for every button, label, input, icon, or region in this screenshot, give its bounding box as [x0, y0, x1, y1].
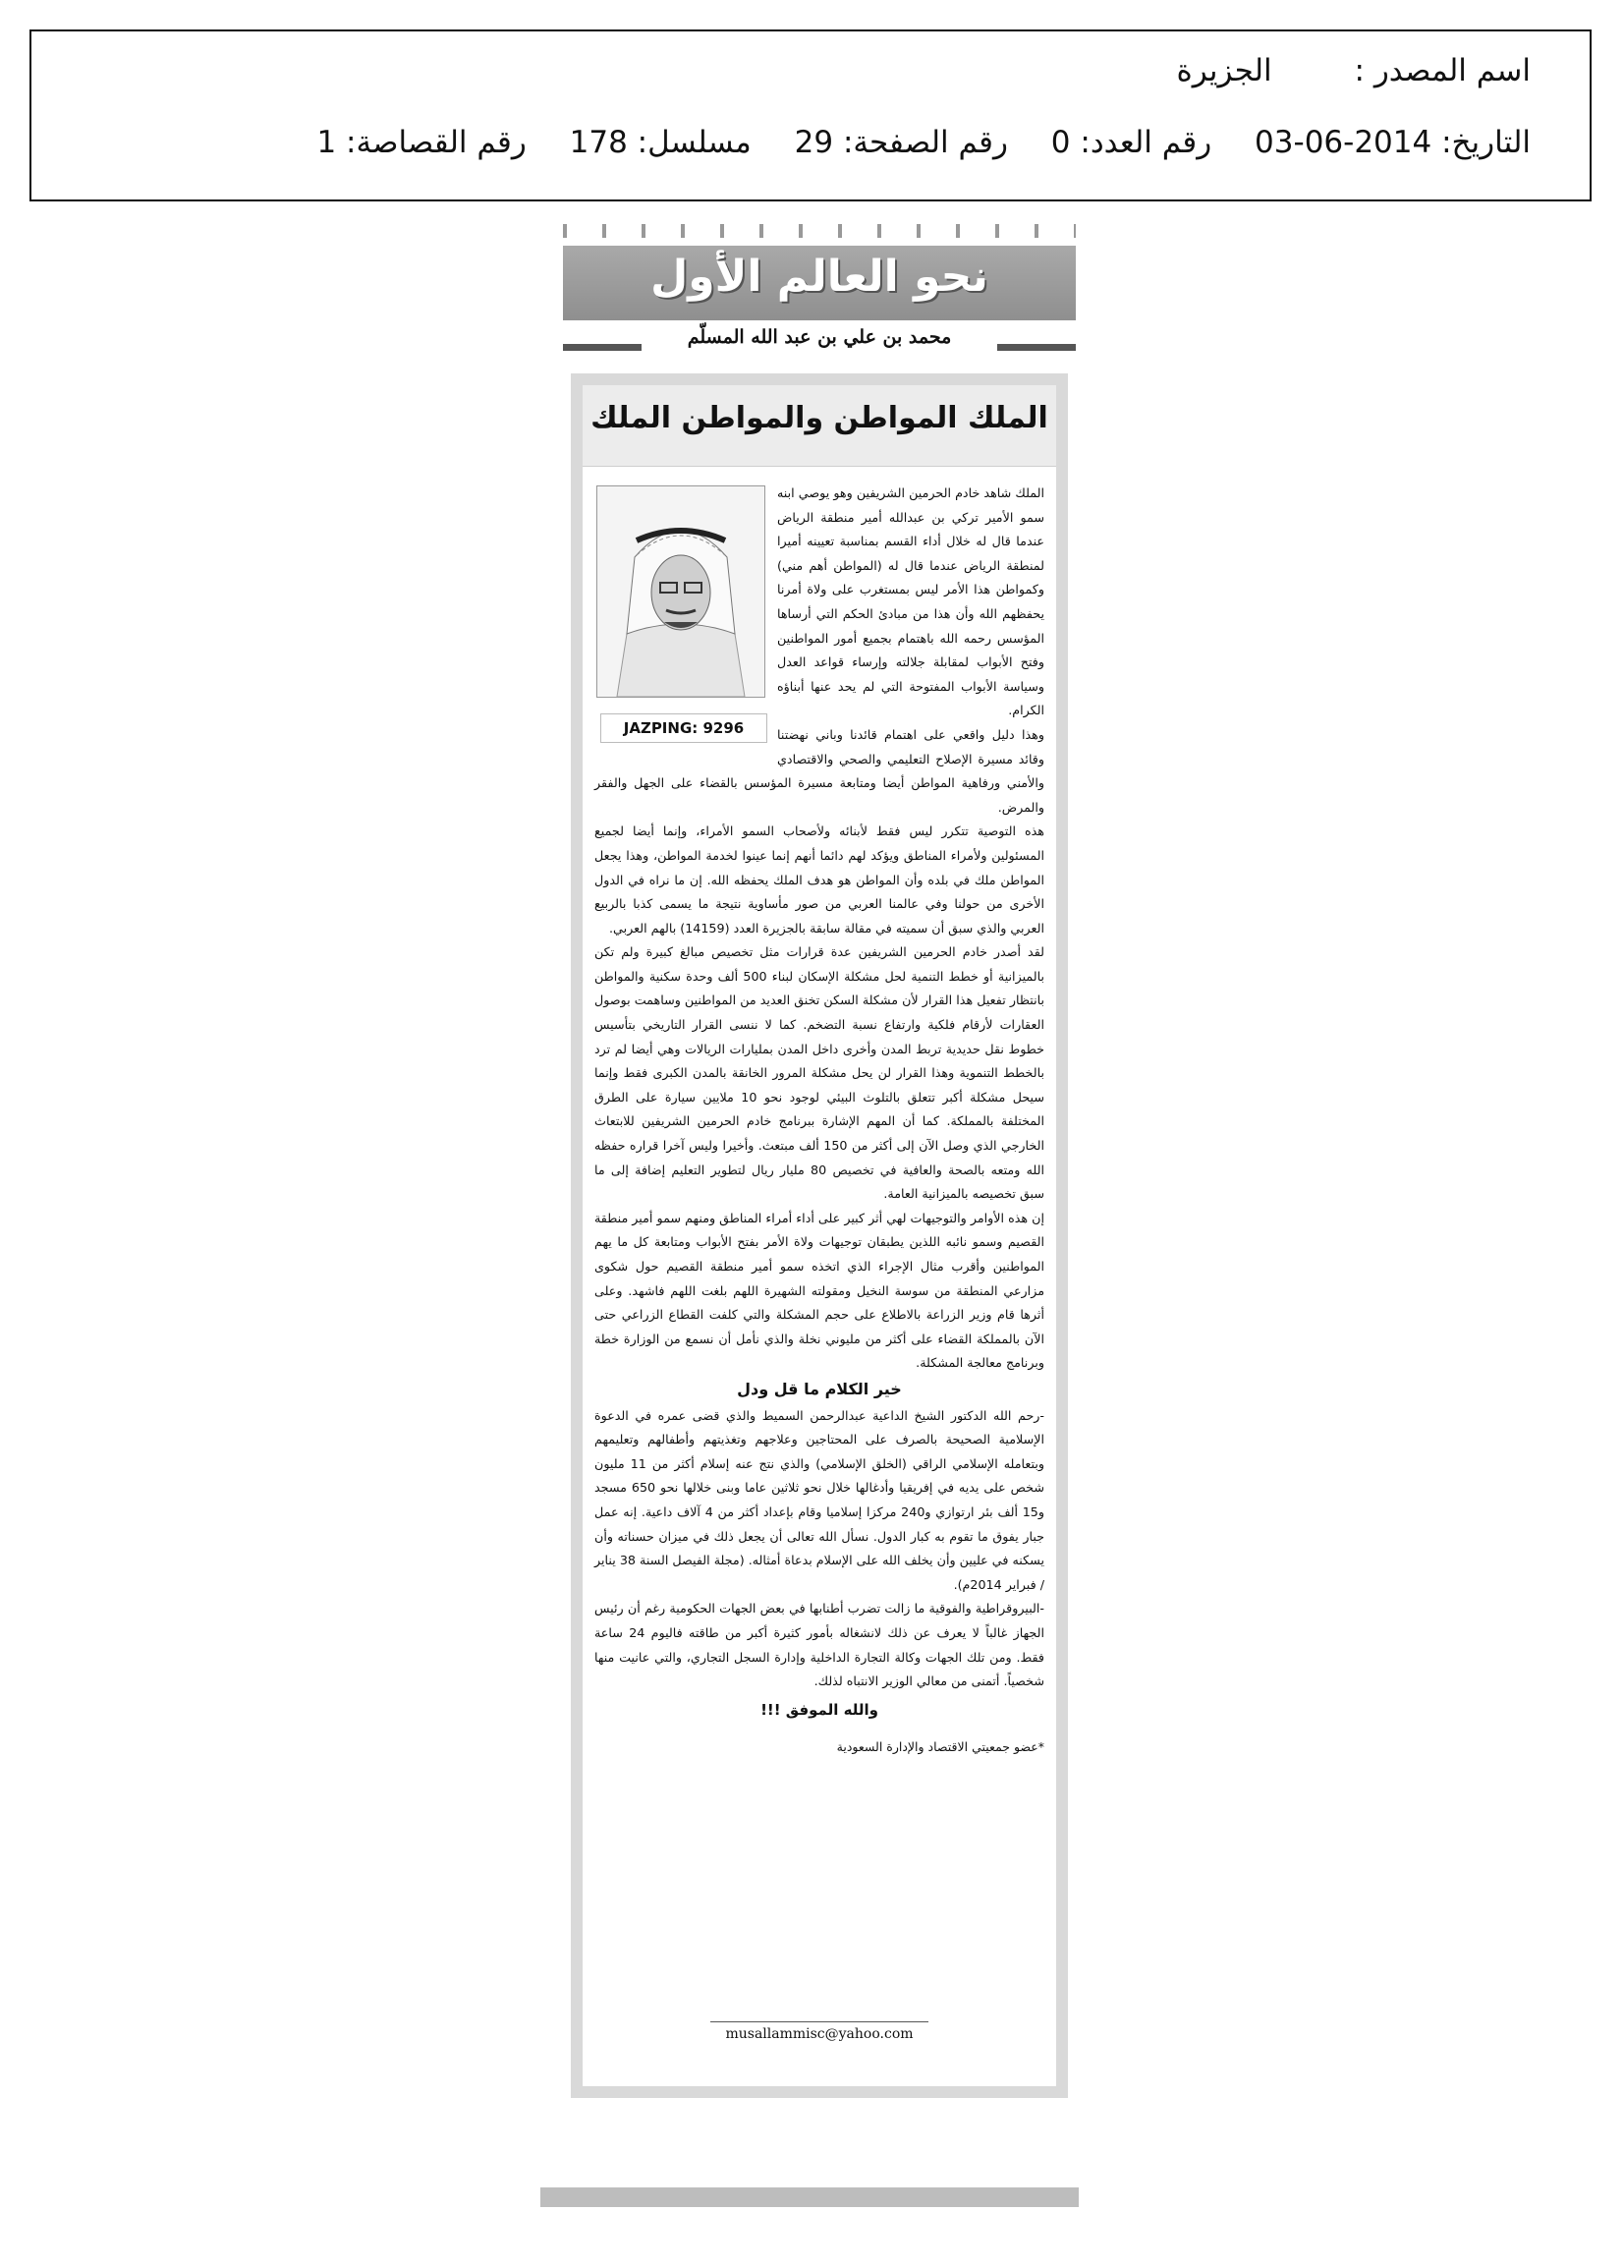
- note-paragraph: -رحم الله الدكتور الشيخ الداعية عبدالرحمن السميط والذي قضى عمره في الدعوة الإسلامية الصحيحة بالصرف على المحتاجين وعلاجهم وتغذيتهم وأطفالهم وتعليمهم وبتعامله الإسلامي الراقي (الخلق الإسلامي) والذي نتج عنه إسلام أكثر من 11 مليون شخص على يديه في إفريقيا وأدغالها خلال نحو ثلاثين عاما وبنى خلالها نحو 650 مسجد و15 ألف بئر ارتوازي و240 مركزا إسلاميا وقام بإعداد أكثر من 4 آلاف داعية. إنه عمل جبار يفوق ما تقوم به كبار الدول. نسأل الله تعالى أن يجعل ذلك في ميزان حسناته وأن يسكنه في عليين وأن يخلف الله على الإسلام بدعاة أمثاله. (مجلة الفيصل السنة 38 يناير / فبراير 2014م).: [594, 1407, 1045, 1592]
- author-footnote: *عضو جمعيتي الاقتصاد والإدارة السعودية: [836, 1739, 1044, 1755]
- issue-field: رقم العدد: 0: [1050, 125, 1212, 160]
- article-headline: الملك المواطن والمواطن الملك: [590, 401, 1048, 435]
- author-name: محمد بن علي بن عبد الله المسلّم: [680, 326, 960, 348]
- paragraph: لقد أصدر خادم الحرمين الشريفين عدة قرارات مثل تخصيص مبالغ كبيرة ولم تكن بالميزانية أو خطط التنمية لحل مشكلة الإسكان لبناء 500 ألف وحدة سكنية والمواطن بانتظار تفعيل هذا القرار لأن مشكلة السكن تخنق العديد من المواطنين وساهمت بوصول العقارات لأرقام فلكية وارتفاع نسبة التضخم. كما لا ننسى القرار التاريخي بتأسيس خطوط نقل حديدية تربط المدن وأخرى داخل المدن بمليارات الريالات وهي أيضا لم ترد بالخطط التنموية وهذا القرار لن يحل مشكلة المرور الخانقة بالمدن الكبرى فقط وإنما سيحل مشكلة أكبر تتعلق بالتلوث البيئي لوجود نحو 10 ملايين سيارة على الطرق المختلفة بالمملكة. كما أن المهم الإشارة ببرنامج خادم الحرمين الشريفين للابتعاث الخارجي الذي وصل الآن إلى أكثر من 150 ألف مبتعث. وأخيرا وليس آخرا قراره حفظه الله ومتعه بالصحة والعافية في تخصيص 80 مليار ريال لتطوير التعليم إضافة إلى ما سبق تخصيصه بالميزانية العامة.: [594, 944, 1045, 1202]
- cut-edge: [563, 224, 1076, 238]
- closing-line: والله الموفق !!!: [760, 1700, 878, 1719]
- source-value: الجزيرة: [1176, 53, 1272, 88]
- article-panel: [571, 373, 1068, 2098]
- article-inner: [583, 385, 1056, 2086]
- paragraph: الملك شاهد خادم الحرمين الشريفين وهو يوصي ابنه سمو الأمير تركي بن عبدالله أمير منطقة الرياض عندما قال له خلال أداء القسم بمناسبة تعيينه أميرا لمنطقة الرياض عندما قال له (المواطن أهم مني) وكمواطن هذا الأمر ليس بمستغرب على ولاة أمرنا يحفظهم الله وأن هذا من مبادئ الحكم التي أرساها المؤسس رحمه الله باهتمام بجميع أمور المواطنين وفتح الأبواب لمقابلة جلالته وإرساء قواعد العدل وسياسة الأبواب المفتوحة التي لم يحد عنها أبناؤه الكرام.: [777, 485, 1044, 718]
- page-field: رقم الصفحة: 29: [794, 125, 1008, 160]
- headline-box: [583, 385, 1056, 467]
- author-email: musallammisc@yahoo.com: [725, 2026, 914, 2042]
- photo-caption: JAZPING: 9296: [600, 713, 767, 743]
- paragraph: إن هذه الأوامر والتوجيهات لهي أثر كبير على أداء أمراء المناطق ومنهم سمو أمير منطقة القصيم وسمو نائبه اللذين يطبقان توجيهات ولاة الأمر بفتح الأبواب ومتابعة كل ما يهم المواطنين وأقرب مثال الإجراء الذي اتخذه سمو أمير منطقة القصيم حول شكوى مزارعي المنطقة من سوسة النخيل ومقولته الشهيرة اللهم بلغت اللهم فاشهد. وعلى أثرها قام وزير الزراعة بالاطلاع على حجم المشكلة والتي كلفت القطاع الزراعي حتى الآن بالمملكة القضاء على أكثر من مليوني نخلة والذي نأمل أن نسمع من الوزارة خطة وبرنامج معالجة المشكلة.: [594, 1210, 1044, 1371]
- section-subhead: خير الكلام ما قل ودل: [737, 1379, 902, 1398]
- email-divider: [710, 2021, 928, 2022]
- note-paragraph: -البيروقراطية والفوقية ما زالت تضرب أطنابها في بعض الجهات الحكومية رغم أن رئيس الجهاز غالباً لا يعرف عن ذلك لانشغاله بأمور كثيرة أكبر من طاقته فاليوم 24 ساعة فقط. ومن تلك الجهات وكالة التجارة الداخلية وإدارة السجل التجاري، والتي عانيت منها شخصياً. أتمنى من معالي الوزير الانتباه لذلك.: [594, 1601, 1045, 1689]
- clip-field: رقم القصاصة: 1: [316, 125, 527, 160]
- date-field: التاريخ: 2014-06-03: [1255, 125, 1531, 160]
- author-byline: [563, 326, 1076, 348]
- clipping-bottom-bar: [540, 2187, 1079, 2207]
- paragraph: وهذا دليل واقعي على اهتمام قائدنا وباني نهضتنا وقائد مسيرة الإصلاح التعليمي والصحي والاقتصادي والأمني ورفاهية المواطن أيضا ومتابعة مسيرة المؤسس بالقضاء على الجهل والفقر والمرض.: [594, 726, 1044, 815]
- column-banner-title: نحو العالم الأول: [650, 252, 988, 302]
- paragraph: هذه التوصية تتكرر ليس فقط لأبنائه ولأصحاب السمو الأمراء، وإنما أيضا لجميع المسئولين ولأمراء المناطق ويؤكد لهم دائما أنهم إنما عينوا لخدمة المواطن، وهذا يجعل المواطن ملك في بلده وأن المواطن هو هدف الملك يحفظه الله. إن ما نراه في الدول الأخرى من حولنا وفي عالمنا العربي من صور مأساوية نتيجة ما يسمى كذبا بالربيع العربي والذي سبق أن سميته في مقالة سابقة بالجزيرة العدد (14159) بالهم العربي.: [594, 823, 1044, 936]
- column-banner: [563, 246, 1076, 320]
- details-row: [283, 125, 1531, 160]
- serial-field: مسلسل: 178: [569, 125, 752, 160]
- clipping-metadata-box: [29, 29, 1592, 201]
- article-body: [594, 482, 1044, 1760]
- source-label: اسم المصدر :: [1354, 53, 1531, 88]
- newspaper-clipping: [563, 224, 1076, 2209]
- source-row: [1144, 53, 1532, 88]
